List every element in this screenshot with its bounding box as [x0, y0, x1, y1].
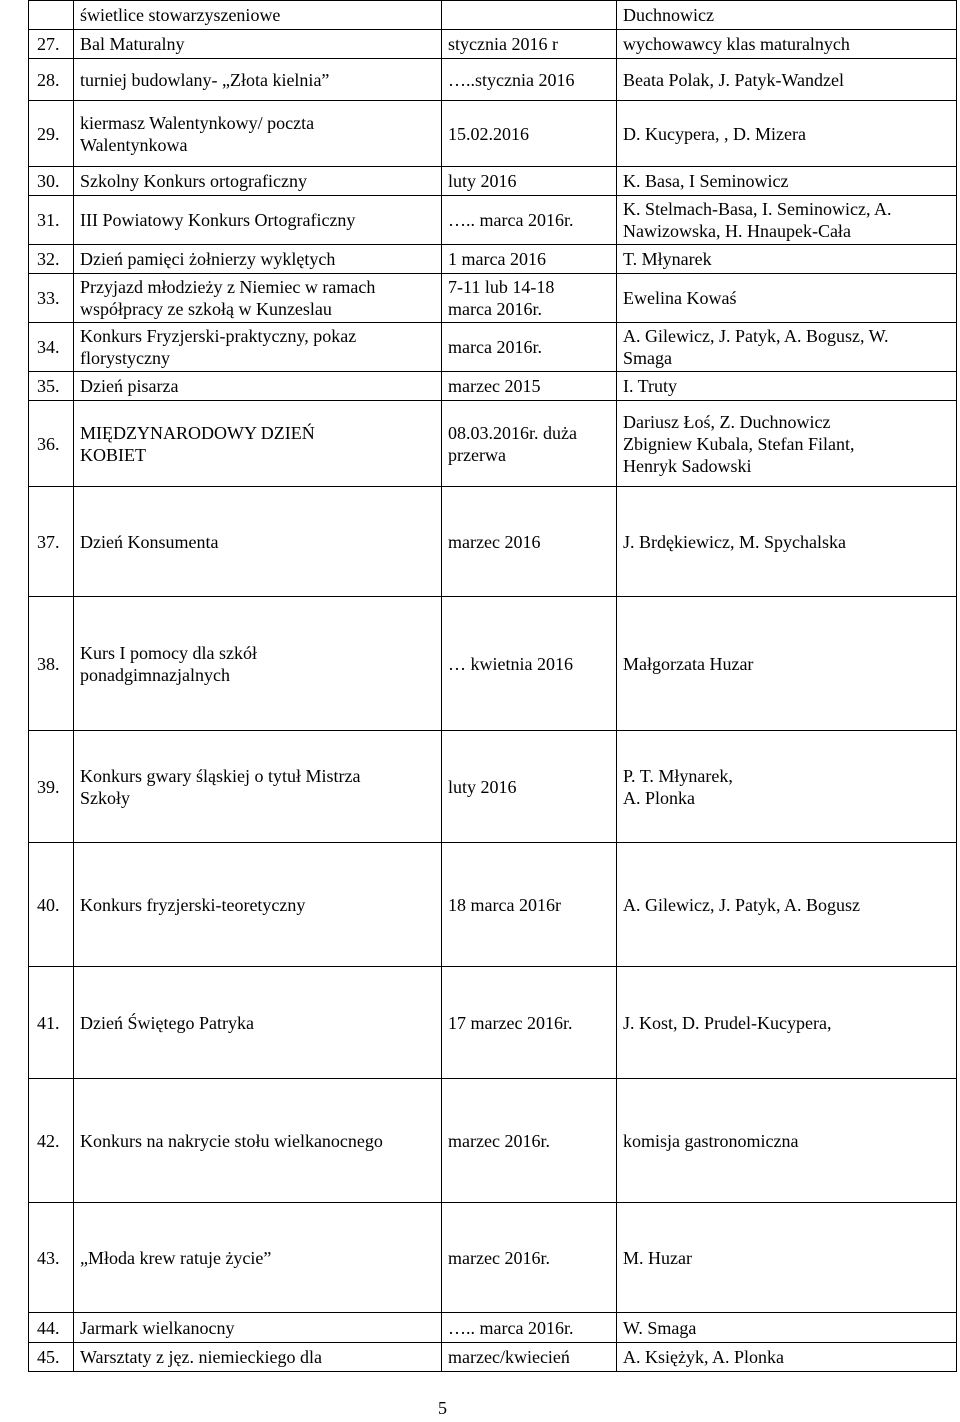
row-number — [29, 196, 74, 245]
event-name-text: Warsztaty z jęz. niemieckiego dla — [80, 1347, 322, 1367]
row-number-text: 45. — [37, 1347, 60, 1367]
event-name — [74, 597, 442, 731]
row-number — [29, 597, 74, 731]
event-name-text: Bal Maturalny — [80, 34, 185, 54]
table-row — [29, 597, 957, 731]
row-number — [29, 1343, 74, 1372]
event-date-text: marca 2016r. — [448, 299, 542, 319]
responsible-person-text: Smaga — [623, 348, 672, 368]
row-number-text: 40. — [37, 894, 60, 915]
event-name — [74, 731, 442, 843]
row-number-text: 32. — [37, 249, 60, 269]
table-row — [29, 196, 957, 245]
event-date — [442, 401, 617, 487]
event-name — [74, 1079, 442, 1203]
event-date — [442, 843, 617, 967]
table-row — [29, 967, 957, 1079]
row-number — [29, 967, 74, 1079]
event-name-text: Kurs I pomocy dla szkół — [80, 642, 257, 663]
event-date — [442, 967, 617, 1079]
event-name — [74, 101, 442, 167]
table-row — [29, 1203, 957, 1313]
row-number — [29, 1203, 74, 1313]
event-date — [442, 487, 617, 597]
event-date-text: marzec/kwiecień — [448, 1347, 570, 1367]
responsible-person-text: D. Kucypera, , D. Mizera — [623, 123, 806, 144]
event-name — [74, 196, 442, 245]
row-number — [29, 731, 74, 843]
table-row — [29, 372, 957, 401]
event-name-text: Dzień pamięci żołnierzy wyklętych — [80, 249, 336, 269]
event-name-text: Przyjazd młodzieży z Niemiec w ramach — [80, 277, 376, 297]
responsible-person — [617, 245, 957, 274]
row-number-text: 33. — [37, 288, 60, 308]
event-date — [442, 1079, 617, 1203]
row-number — [29, 487, 74, 597]
row-number-text: 35. — [37, 376, 60, 396]
row-number-text: 27. — [37, 34, 60, 54]
event-name — [74, 274, 442, 323]
responsible-person-text: Beata Polak, J. Patyk-Wandzel — [623, 69, 844, 90]
event-date — [442, 245, 617, 274]
event-name-text: KOBIET — [80, 444, 146, 465]
event-date — [442, 1313, 617, 1343]
responsible-person — [617, 1, 957, 30]
event-name-text: Dzień Świętego Patryka — [80, 1012, 254, 1033]
responsible-person-text: W. Smaga — [623, 1317, 697, 1338]
event-date — [442, 196, 617, 245]
responsible-person — [617, 843, 957, 967]
row-number-text: 37. — [37, 531, 60, 552]
responsible-person-text: Zbigniew Kubala, Stefan Filant, — [623, 433, 855, 454]
table-row — [29, 59, 957, 101]
row-number — [29, 1079, 74, 1203]
responsible-person-text: Nawizowska, H. Hnaupek-Cała — [623, 221, 851, 241]
event-date-text: 18 marca 2016r — [448, 894, 561, 915]
row-number-text: 31. — [37, 210, 60, 230]
event-name — [74, 1313, 442, 1343]
event-date — [442, 30, 617, 59]
event-date-text: 08.03.2016r. duża — [448, 422, 577, 443]
responsible-person — [617, 597, 957, 731]
event-date — [442, 1343, 617, 1372]
responsible-person-text: A. Gilewicz, J. Patyk, A. Bogusz, W. — [623, 326, 889, 346]
event-name-text: kiermasz Walentynkowy/ poczta — [80, 112, 315, 133]
event-name-text: Szkoły — [80, 787, 131, 808]
responsible-person — [617, 101, 957, 167]
table-row — [29, 401, 957, 487]
responsible-person — [617, 967, 957, 1079]
responsible-person — [617, 59, 957, 101]
row-number-text: 34. — [37, 337, 60, 357]
responsible-person — [617, 30, 957, 59]
table-row — [29, 245, 957, 274]
row-number-text: 29. — [37, 123, 60, 144]
row-number — [29, 1, 74, 30]
responsible-person-text: Duchnowicz — [623, 5, 714, 25]
event-name — [74, 843, 442, 967]
event-date — [442, 731, 617, 843]
event-name-text: Jarmark wielkanocny — [80, 1317, 235, 1338]
event-date — [442, 59, 617, 101]
row-number-text: 39. — [37, 776, 60, 797]
responsible-person-text: K. Basa, I Seminowicz — [623, 171, 789, 191]
event-date — [442, 323, 617, 372]
table-row — [29, 843, 957, 967]
row-number — [29, 274, 74, 323]
responsible-person-text: Ewelina Kowaś — [623, 288, 737, 308]
row-number — [29, 401, 74, 487]
event-date-text: przerwa — [448, 444, 506, 465]
responsible-person-text: komisja gastronomiczna — [623, 1130, 799, 1151]
responsible-person — [617, 1203, 957, 1313]
responsible-person — [617, 1313, 957, 1343]
event-name-text: Konkurs fryzjerski-teoretyczny — [80, 894, 306, 915]
event-date — [442, 274, 617, 323]
event-name-text: współpracy ze szkołą w Kunzeslau — [80, 299, 332, 319]
event-date-text: 17 marzec 2016r. — [448, 1012, 573, 1033]
event-name — [74, 487, 442, 597]
row-number — [29, 59, 74, 101]
event-date-text: … kwietnia 2016 — [448, 653, 573, 674]
row-number — [29, 843, 74, 967]
table-row — [29, 274, 957, 323]
event-date-text: stycznia 2016 r — [448, 34, 558, 54]
event-date-text: luty 2016 — [448, 171, 517, 191]
event-name — [74, 372, 442, 401]
event-date-text: 15.02.2016 — [448, 123, 529, 144]
responsible-person — [617, 196, 957, 245]
event-name — [74, 1203, 442, 1313]
responsible-person — [617, 401, 957, 487]
row-number-text: 44. — [37, 1317, 60, 1338]
row-number — [29, 1313, 74, 1343]
event-name-text: Konkurs Fryzjerski-praktyczny, pokaz — [80, 326, 357, 346]
event-date-text: marzec 2016 — [448, 531, 541, 552]
event-name-text: „Młoda krew ratuje życie” — [80, 1247, 272, 1268]
event-date — [442, 1, 617, 30]
responsible-person — [617, 1343, 957, 1372]
event-date-text: 1 marca 2016 — [448, 249, 546, 269]
row-number-text: 38. — [37, 653, 60, 674]
responsible-person-text: Henryk Sadowski — [623, 455, 752, 476]
event-date — [442, 372, 617, 401]
table-row — [29, 167, 957, 196]
responsible-person-text: Małgorzata Huzar — [623, 653, 754, 674]
responsible-person-text: J. Brdękiewicz, M. Spychalska — [623, 531, 846, 552]
table-row — [29, 323, 957, 372]
table-row — [29, 1, 957, 30]
responsible-person — [617, 323, 957, 372]
responsible-person-text: T. Młynarek — [623, 249, 712, 269]
event-date-text: marca 2016r. — [448, 337, 542, 357]
event-name-text: świetlice stowarzyszeniowe — [80, 5, 281, 25]
row-number — [29, 167, 74, 196]
table-row — [29, 487, 957, 597]
table-row — [29, 1313, 957, 1343]
event-date-text: marzec 2016r. — [448, 1247, 550, 1268]
event-name-text: Szkolny Konkurs ortograficzny — [80, 171, 307, 191]
event-name — [74, 30, 442, 59]
event-name-text: Konkurs gwary śląskiej o tytuł Mistrza — [80, 765, 361, 786]
event-date — [442, 1203, 617, 1313]
responsible-person-text: K. Stelmach-Basa, I. Seminowicz, A. — [623, 199, 892, 219]
event-date-text: …..stycznia 2016 — [448, 69, 575, 90]
event-name — [74, 59, 442, 101]
event-date — [442, 101, 617, 167]
responsible-person-text: A. Gilewicz, J. Patyk, A. Bogusz — [623, 894, 860, 915]
responsible-person-text: wychowawcy klas maturalnych — [623, 34, 850, 54]
event-date-text: ….. marca 2016r. — [448, 210, 574, 230]
event-name — [74, 167, 442, 196]
event-name — [74, 1, 442, 30]
event-name — [74, 1343, 442, 1372]
event-name-text: Konkurs na nakrycie stołu wielkanocnego — [80, 1130, 383, 1151]
event-date-text: 7-11 lub 14-18 — [448, 277, 555, 297]
table-row — [29, 1343, 957, 1372]
responsible-person — [617, 731, 957, 843]
row-number-text: 41. — [37, 1012, 60, 1033]
event-name-text: MIĘDZYNARODOWY DZIEŃ — [80, 422, 315, 443]
row-number — [29, 245, 74, 274]
event-name-text: ponadgimnazjalnych — [80, 664, 230, 685]
responsible-person-text: J. Kost, D. Prudel-Kucypera, — [623, 1012, 832, 1033]
table-row — [29, 30, 957, 59]
event-name — [74, 967, 442, 1079]
responsible-person — [617, 372, 957, 401]
responsible-person-text: A. Plonka — [623, 787, 695, 808]
event-date — [442, 597, 617, 731]
row-number — [29, 30, 74, 59]
row-number — [29, 372, 74, 401]
row-number-text: 30. — [37, 171, 60, 191]
row-number — [29, 101, 74, 167]
row-number-text: 42. — [37, 1130, 60, 1151]
event-date-text: luty 2016 — [448, 776, 517, 797]
table-row — [29, 101, 957, 167]
row-number-text: 36. — [37, 433, 60, 454]
responsible-person — [617, 1079, 957, 1203]
event-name-text: Dzień Konsumenta — [80, 531, 219, 552]
responsible-person — [617, 487, 957, 597]
table-row — [29, 1079, 957, 1203]
responsible-person-text: I. Truty — [623, 376, 678, 396]
responsible-person-text: M. Huzar — [623, 1247, 692, 1268]
row-number-text: 43. — [37, 1247, 60, 1268]
event-name — [74, 401, 442, 487]
event-name-text: turniej budowlany- „Złota kielnia” — [80, 69, 330, 90]
responsible-person-text: P. T. Młynarek, — [623, 765, 733, 786]
event-date-text: ….. marca 2016r. — [448, 1317, 574, 1338]
event-name — [74, 245, 442, 274]
event-name-text: florystyczny — [80, 348, 170, 368]
event-name-text: Walentynkowa — [80, 134, 188, 155]
responsible-person — [617, 167, 957, 196]
event-date — [442, 167, 617, 196]
responsible-person-text: Dariusz Łoś, Z. Duchnowicz — [623, 411, 831, 432]
event-name-text: III Powiatowy Konkurs Ortograficzny — [80, 210, 356, 230]
responsible-person-text: A. Księżyk, A. Plonka — [623, 1347, 784, 1367]
event-name — [74, 323, 442, 372]
events-table — [28, 0, 957, 1372]
event-date-text: marzec 2015 — [448, 376, 541, 396]
page-number: 5 — [438, 1398, 447, 1418]
row-number — [29, 323, 74, 372]
responsible-person — [617, 274, 957, 323]
table-row — [29, 731, 957, 843]
events-table-body — [29, 1, 957, 1372]
event-date-text: marzec 2016r. — [448, 1130, 550, 1151]
event-name-text: Dzień pisarza — [80, 376, 179, 396]
row-number-text: 28. — [37, 69, 60, 90]
